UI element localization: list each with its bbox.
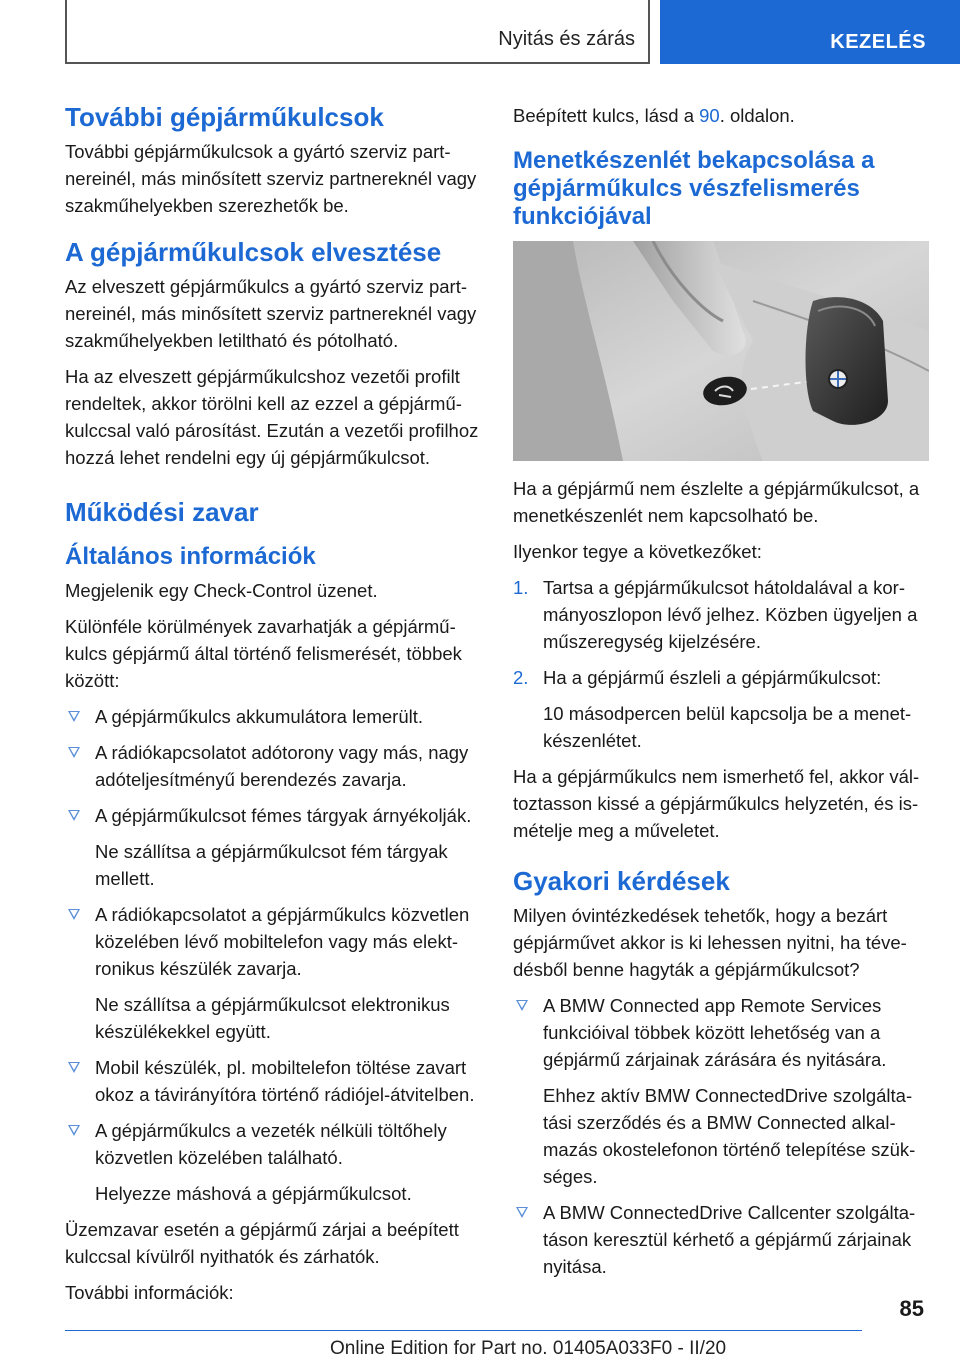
page-link-90[interactable]: 90: [699, 105, 720, 126]
step-item: [513, 574, 933, 655]
paragraph-lost-keys-1: Az elveszett gépjárműkulcs a gyártó szerviz partnereinél, más minősített szerviz partnereknél vagy szakműhelyekben letiltható és pótolható.: [65, 276, 477, 351]
malfunction-list: [65, 703, 485, 1207]
triangle-bullet-icon: [516, 1207, 528, 1218]
triangle-bullet-icon: [516, 1000, 528, 1011]
page-number: 85: [899, 1296, 924, 1321]
builtin-key-text: Beépített kulcs, lásd a: [513, 105, 700, 126]
page-header: [0, 0, 960, 64]
paragraph-check-control: Megjelenik egy Check-Control üzenet.: [65, 580, 378, 601]
triangle-bullet-icon: [68, 909, 80, 920]
list-item-text: A gépjárműkulcsot fémes tárgyak árnyékolják.: [95, 805, 472, 826]
list-item-text: A rádiókapcsolatot adótorony vagy más, nagy adóteljesítményű berendezés zavarja.: [95, 742, 469, 790]
step-number: 2.: [513, 667, 529, 688]
list-item-text: A rádiókapcsolatot a gépjárműkulcs közvetlen közelében lévő mobiltelefon vagy más elektronikus készülék zavarja.: [95, 904, 470, 979]
list-item: [65, 703, 485, 730]
heading-malfunction: Működési zavar: [65, 497, 259, 527]
paragraph-key-not-recognized: Ha a gépjárműkulcs nem ismerhető fel, akkor változtasson kissé a gépjárműkulcs helyzetén, és ismételje meg a műveletet.: [513, 766, 920, 841]
list-item: [65, 1054, 485, 1108]
list-item: [513, 1199, 933, 1280]
list-item: [65, 802, 485, 892]
paragraph-intro: Különféle körülmények zavarhatják a gépjárműkulcs gépjármű által történő felismerését, többek között:: [65, 616, 462, 691]
header-chapter-tab: KEZELÉS: [660, 0, 960, 64]
list-item-note: Ne szállítsa a gépjárműkulcsot elektronikus készülékekkel együtt.: [95, 994, 450, 1042]
heading-lost-keys: A gépjárműkulcsok elvesztése: [65, 237, 442, 267]
list-item-note: Ne szállítsa a gépjárműkulcsot fém tárgyak mellett.: [95, 841, 448, 889]
footer-edition: Online Edition for Part no. 01405A033F0 - II/20: [330, 1338, 727, 1359]
paragraph-more-info: További információk:: [65, 1282, 234, 1303]
steering-column-key-figure: [513, 241, 929, 461]
heading-drive-ready-emergency: Menetkészenlét bekapcsolása a gépjárműkulcs vészfelismerés funkciójával: [513, 147, 875, 230]
header-rule-divider: [648, 0, 650, 64]
list-item-text: A BMW ConnectedDrive Callcenter szolgáltatáson keresztül kérhető a gépjármű zárjainak nyitása.: [543, 1202, 916, 1277]
heading-faq: Gyakori kérdések: [513, 866, 730, 896]
paragraph-builtin-key: [513, 102, 933, 129]
list-item-text: A gépjárműkulcs a vezeték nélküli töltőhely közvetlen közelében található.: [95, 1120, 447, 1168]
left-column: [65, 102, 485, 1315]
list-item-text: A gépjárműkulcs akkumulátora lemerült.: [95, 706, 424, 727]
triangle-bullet-icon: [68, 810, 80, 821]
list-item-note: Helyezze máshová a gépjárműkulcsot.: [95, 1183, 412, 1204]
list-item: [65, 739, 485, 793]
triangle-bullet-icon: [68, 711, 80, 722]
list-item-note: Ehhez aktív BMW ConnectedDrive szolgáltatási szerződés és a BMW Connected alkalmazás okostelefonon történő telepítése szükséges.: [543, 1085, 916, 1187]
paragraph-fault: Üzemzavar esetén a gépjármű zárjai a beépített kulccsal kívülről nyithatók és zárhatók.: [65, 1219, 459, 1267]
list-item-text: Mobil készülék, pl. mobiltelefon töltése zavart okoz a távirányítóra történő rádiójel-átvitelben.: [95, 1057, 475, 1105]
key-on-steering-column-illustration: [513, 241, 929, 461]
paragraph-lost-keys-2: Ha az elveszett gépjárműkulcshoz vezetői profilt rendeltek, akkor törölni kell az ezzel a gépjárműkulccsal való párosítást. Ezután a vezetői profilhoz hozzá lehet rendelni egy új gépjárműkulcsot.: [65, 366, 479, 468]
footer-rule: [65, 1330, 862, 1331]
header-rule-left: [65, 0, 67, 64]
step-number: 1.: [513, 577, 529, 598]
emergency-steps-list: [513, 574, 933, 754]
header-section-title: Nyitás és zárás: [498, 28, 635, 50]
list-item: [65, 901, 485, 1045]
heading-additional-keys: További gépjárműkulcsok: [65, 102, 384, 132]
triangle-bullet-icon: [68, 1125, 80, 1136]
step-note: 10 másodpercen belül kapcsolja be a menetkészenlétet.: [543, 703, 912, 751]
paragraph-do-following: Ilyenkor tegye a következőket:: [513, 541, 762, 562]
list-item-text: A BMW Connected app Remote Services funkcióival többek között lehetőség van a gépjármű zárjainak zárására és nyitására.: [543, 995, 887, 1070]
paragraph-key-not-detected: Ha a gépjármű nem észlelte a gépjárműkulcsot, a menetkészenlét nem kapcsolható be.: [513, 478, 920, 526]
header-rule-bottom: [65, 62, 648, 64]
builtin-key-suffix: . oldalon.: [719, 105, 795, 126]
step-item: [513, 664, 933, 754]
triangle-bullet-icon: [68, 1062, 80, 1073]
right-column: [513, 102, 933, 1289]
step-text: Tartsa a gépjárműkulcsot hátoldalával a kormányoszlopon lévő jelhez. Közben ügyeljen a műszeregység kijelzésére.: [543, 577, 918, 652]
list-item: [513, 992, 933, 1190]
paragraph-additional-keys: További gépjárműkulcsok a gyártó szerviz partnereinél, más minősített szerviz partnereknél vagy szakműhelyekben szerezhetők be.: [65, 141, 477, 216]
triangle-bullet-icon: [68, 747, 80, 758]
faq-list: [513, 992, 933, 1280]
paragraph-faq-question: Milyen óvintézkedések tehetők, hogy a bezárt gépjárművet akkor is ki lehessen nyitni, ha tévedésből benne hagyták a gépjárműkulcsot?: [513, 905, 907, 980]
step-text: Ha a gépjármű észleli a gépjárműkulcsot:: [543, 667, 882, 688]
list-item: [65, 1117, 485, 1207]
heading-general-info: Általános információk: [65, 543, 316, 570]
